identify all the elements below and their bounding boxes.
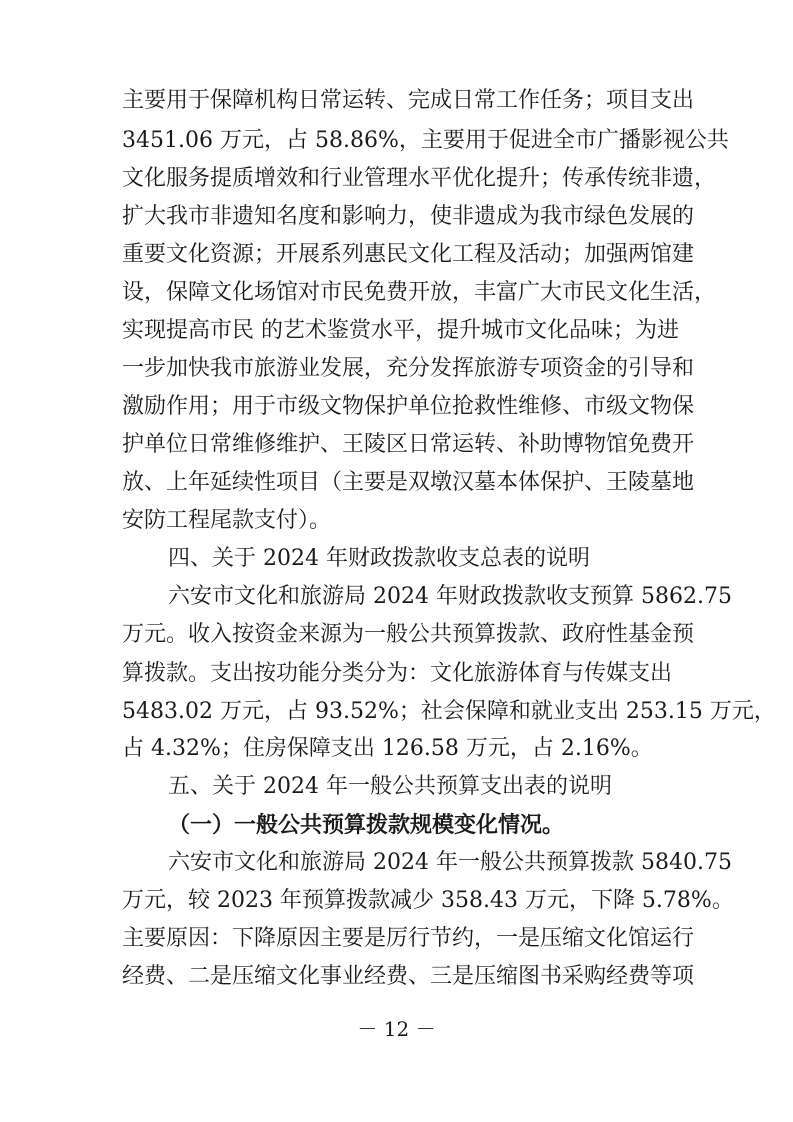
body-line: 重要文化资源；开展系列惠民文化工程及活动；加强两馆建 — [122, 242, 695, 267]
body-line: 护单位日常维修维护、王陵区日常运转、补助博物馆免费开 — [122, 432, 695, 457]
body-line: 算拨款。支出按功能分类分为：文化旅游体育与传媒支出 — [122, 661, 673, 686]
body-line: 3451.06 万元，占 58.86%，主要用于促进全市广播影视公共 — [122, 128, 729, 153]
body-line: 主要原因：下降原因主要是厉行节约，一是压缩文化馆运行 — [122, 926, 695, 951]
body-line: 万元，较 2023 年预算拨款减少 358.43 万元，下降 5.78%。 — [122, 888, 734, 913]
body-line: 放、上年延续性项目（主要是双墩汉墓本体保护、王陵墓地 — [122, 470, 695, 495]
body-line: 一步加快我市旅游业发展，充分发挥旅游专项资金的引导和 — [122, 356, 695, 381]
body-line: 文化服务提质增效和行业管理水平优化提升；传承传统非遗， — [122, 166, 717, 191]
body-line: 万元。收入按资金来源为一般公共预算拨款、政府性基金预 — [122, 622, 695, 647]
body-line: 5483.02 万元，占 93.52%；社会保障和就业支出 253.15 万元， — [122, 699, 776, 724]
body-line: 六安市文化和旅游局 2024 年一般公共预算拨款 5840.75 — [168, 850, 732, 875]
section-heading-4: 四、关于 2024 年财政拨款收支总表的说明 — [168, 546, 590, 571]
body-line: 设，保障文化场馆对市民免费开放，丰富广大市民文化生活， — [122, 280, 717, 305]
body-line: 扩大我市非遗知名度和影响力，使非遗成为我市绿色发展的 — [122, 204, 695, 229]
body-line: 主要用于保障机构日常运转、完成日常工作任务；项目支出 — [122, 88, 695, 113]
body-line: 安防工程尾款支付）。 — [122, 508, 332, 533]
subsection-heading: （一）一般公共预算拨款规模变化情况。 — [168, 812, 565, 838]
body-line: 实现提高市民 的艺术鉴赏水平，提升城市文化品味；为进 — [122, 318, 679, 343]
body-line: 经费、二是压缩文化事业经费、三是压缩图书采购经费等项 — [122, 964, 695, 989]
body-line: 激励作用；用于市级文物保护单位抢救性维修、市级文物保 — [122, 394, 695, 419]
body-line: 六安市文化和旅游局 2024 年财政拨款收支预算 5862.75 — [168, 584, 732, 609]
page-number: － 12 － — [357, 1017, 436, 1041]
body-line: 占 4.32%；住房保障支出 126.58 万元，占 2.16%。 — [122, 736, 653, 761]
section-heading-5: 五、关于 2024 年一般公共预算支出表的说明 — [168, 774, 612, 799]
